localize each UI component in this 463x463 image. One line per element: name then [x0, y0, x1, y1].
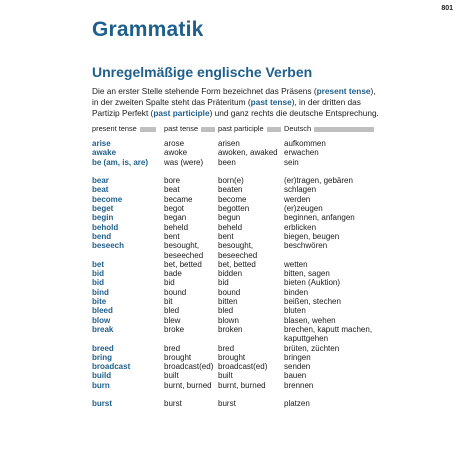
verb-present: bid	[92, 278, 104, 288]
header-past-participle: past participle	[218, 124, 281, 133]
verb-present: bind	[92, 287, 109, 297]
table-row	[92, 260, 382, 269]
verb-participle: born(e)	[218, 176, 244, 186]
verb-present: breed	[92, 343, 114, 353]
verb-participle: arisen	[218, 139, 240, 148]
table-row	[92, 269, 382, 278]
verb-past: brought	[164, 352, 192, 362]
verb-present: bear	[92, 176, 109, 186]
verb-present: become	[92, 194, 123, 204]
verb-past: beheld	[164, 222, 189, 232]
table-row	[92, 316, 382, 325]
table-row	[92, 325, 382, 344]
verb-past: bled	[164, 306, 180, 316]
table-row	[92, 371, 382, 380]
verb-german: biegen, beugen	[284, 231, 340, 241]
section-subtitle: Unregelmäßige englische Verben	[92, 64, 313, 80]
verb-german: bieten (Auktion)	[284, 278, 341, 288]
intro-keyword: past participle	[153, 108, 210, 118]
verb-participle: begotten	[218, 204, 250, 214]
verb-german: bluten	[284, 306, 306, 316]
verb-german: schlagen	[284, 185, 317, 195]
verb-german: brechen, kaputt machen, kaputtgehen	[284, 324, 373, 344]
table-row	[92, 344, 382, 353]
table-row	[92, 241, 382, 260]
intro-paragraph	[92, 86, 382, 119]
verb-present: broadcast	[92, 362, 131, 372]
verb-past: bred	[164, 343, 181, 353]
verb-past: bit	[164, 297, 173, 307]
verb-present: awake	[92, 148, 117, 158]
verb-participle: bled	[218, 306, 234, 316]
verb-german: bitten, sagen	[284, 269, 330, 279]
verb-past: bade	[164, 269, 182, 279]
verb-past: begot	[164, 204, 185, 214]
header-deutsch: Deutsch	[284, 124, 374, 133]
intro-text: ) und ganz rechts die deutsche Entsprechung.	[209, 108, 379, 118]
verb-past: bet, betted	[164, 259, 202, 269]
verb-past: burnt, burned	[164, 380, 212, 390]
verb-participle: bent	[218, 231, 234, 241]
header-past-tense: past tense	[164, 124, 215, 133]
verb-present: bet	[92, 259, 104, 269]
verb-german: brennen	[284, 380, 314, 390]
verb-present: beat	[92, 185, 109, 195]
verb-table	[92, 139, 382, 409]
table-row	[92, 213, 382, 222]
verb-present: begin	[92, 213, 114, 223]
intro-keyword: present tense	[316, 86, 371, 96]
table-header	[92, 124, 382, 134]
verb-past: beat	[164, 185, 180, 195]
table-row	[92, 353, 382, 362]
verb-participle: blown	[218, 315, 239, 325]
verb-past: began	[164, 213, 187, 223]
verb-german: beginnen, anfangen	[284, 213, 355, 223]
verb-participle: bid	[218, 278, 229, 288]
header-present-tense: present tense	[92, 124, 156, 133]
verb-past: awoke	[164, 148, 188, 158]
verb-present: build	[92, 371, 112, 381]
verb-present: bring	[92, 352, 112, 362]
table-row	[92, 185, 382, 194]
verb-past: broke	[164, 324, 185, 334]
verb-present: be (am, is, are)	[92, 157, 149, 167]
verb-participle: besought, beseeched	[218, 241, 258, 260]
verb-participle: bidden	[218, 269, 243, 279]
verb-german: wetten	[284, 259, 308, 269]
intro-text: Die an erster Stelle stehende Form bezeichnet das Präsens (	[92, 86, 317, 96]
table-row	[92, 232, 382, 241]
verb-participle: been	[218, 157, 236, 167]
table-row	[92, 139, 382, 148]
intro-text: ), in der dritten das Partizip Perfekt (	[92, 97, 361, 118]
table-row	[92, 195, 382, 204]
verb-present: arise	[92, 139, 111, 148]
verb-past: bound	[164, 287, 187, 297]
verb-present: beseech	[92, 241, 125, 251]
verb-german: beschwören	[284, 241, 328, 251]
verb-participle: bet, betted	[218, 259, 256, 269]
verb-german: bauen	[284, 371, 307, 381]
intro-text: ), in der zweiten Spalte steht das Präteritum (	[92, 86, 376, 107]
verb-participle: burst	[218, 399, 236, 409]
verb-present: beget	[92, 204, 114, 214]
verb-participle: awoken, awaked	[218, 148, 278, 158]
verb-past: bent	[164, 231, 180, 241]
verb-participle: bound	[218, 287, 241, 297]
table-row	[92, 362, 382, 371]
table-row	[92, 306, 382, 315]
verb-past: bid	[164, 278, 175, 288]
verb-past: broadcast(ed)	[164, 362, 214, 372]
table-row	[92, 176, 382, 185]
table-row	[92, 381, 382, 400]
verb-german: platzen	[284, 399, 310, 409]
verb-participle: beheld	[218, 222, 243, 232]
verb-present: blow	[92, 315, 111, 325]
table-row	[92, 204, 382, 213]
verb-present: burst	[92, 399, 112, 409]
verb-participle: begun	[218, 213, 241, 223]
table-row	[92, 288, 382, 297]
verb-participle: brought	[218, 352, 246, 362]
verb-participle: broadcast(ed)	[218, 362, 268, 372]
verb-participle: burnt, burned	[218, 380, 266, 390]
table-row	[92, 148, 382, 157]
verb-present: behold	[92, 222, 119, 232]
verb-german: erblicken	[284, 222, 317, 232]
verb-past: arose	[164, 139, 185, 148]
table-row	[92, 223, 382, 232]
verb-past: became	[164, 194, 193, 204]
verb-german: (er)zeugen	[284, 204, 323, 214]
verb-participle: bred	[218, 343, 235, 353]
verb-german: erwachen	[284, 148, 319, 158]
verb-past: bore	[164, 176, 181, 186]
verb-german: blasen, wehen	[284, 315, 336, 325]
verb-german: aufkommen	[284, 139, 326, 148]
verb-participle: built	[218, 371, 233, 381]
verb-german: senden	[284, 362, 311, 372]
intro-keyword: past tense	[250, 97, 292, 107]
verb-present: break	[92, 324, 114, 334]
verb-present: bite	[92, 297, 107, 307]
verb-present: bend	[92, 231, 112, 241]
verb-german: brüten, züchten	[284, 343, 340, 353]
verb-german: werden	[284, 194, 311, 204]
verb-german: (er)tragen, gebären	[284, 176, 353, 186]
verb-participle: broken	[218, 324, 243, 334]
verb-past: was (were)	[164, 157, 204, 167]
table-row	[92, 278, 382, 287]
verb-participle: become	[218, 194, 247, 204]
verb-german: beißen, stechen	[284, 297, 341, 307]
verb-participle: bitten	[218, 297, 238, 307]
verb-past: besought, beseeched	[164, 241, 204, 260]
table-row	[92, 158, 382, 177]
verb-present: bid	[92, 269, 104, 279]
verb-german: binden	[284, 287, 309, 297]
verb-past: blew	[164, 315, 181, 325]
table-row	[92, 399, 382, 408]
page-number: 801	[441, 5, 453, 12]
verb-past: burst	[164, 399, 182, 409]
verb-participle: beaten	[218, 185, 243, 195]
page-title: Grammatik	[92, 18, 204, 41]
verb-present: bleed	[92, 306, 113, 316]
verb-german: bringen	[284, 352, 311, 362]
verb-past: built	[164, 371, 179, 381]
verb-present: burn	[92, 380, 110, 390]
verb-german: sein	[284, 157, 299, 167]
table-row	[92, 297, 382, 306]
